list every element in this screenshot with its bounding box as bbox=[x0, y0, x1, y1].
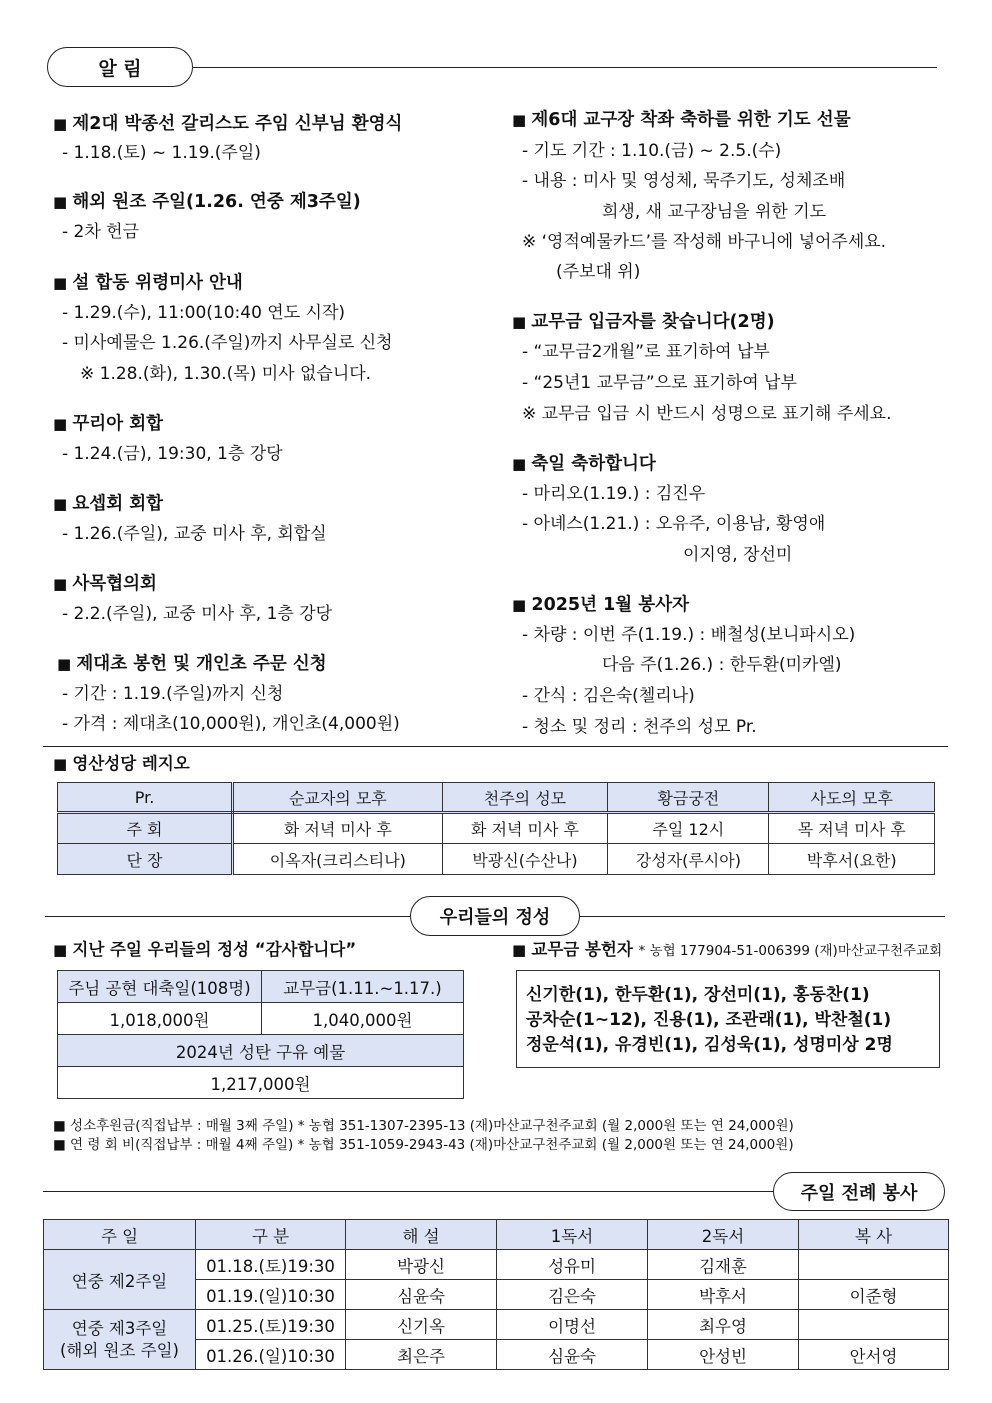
offering-table bbox=[57, 970, 464, 1099]
service-cell: 01.26.(일)10:30 bbox=[196, 1340, 346, 1370]
service-cell: 심윤숙 bbox=[346, 1280, 497, 1310]
notice-line: - 미사예물은 1.26.(주일)까지 사무실로 신청 bbox=[62, 333, 393, 353]
offering-value: 1,217,000원 bbox=[58, 1067, 464, 1099]
service-week-name: 연중 제3주일 bbox=[71, 1318, 168, 1338]
service-cell: 최우영 bbox=[648, 1310, 799, 1340]
notice-heading: ■ 해외 원조 주일(1.26. 연중 제3주일) bbox=[53, 190, 361, 214]
service-cell: 심윤숙 bbox=[497, 1340, 648, 1370]
legio-header: 천주의 성모 bbox=[442, 783, 607, 813]
divider bbox=[193, 67, 937, 68]
legio-cell: 화 저녁 미사 후 bbox=[442, 813, 607, 844]
notice-line: - 1.29.(수), 11:00(10:40 연도 시작) bbox=[62, 303, 346, 323]
divider bbox=[43, 1191, 775, 1192]
service-header: 복 사 bbox=[799, 1220, 949, 1250]
notice-line: ※ 교무금 입금 시 반드시 성명으로 표기해 주세요. bbox=[522, 404, 892, 424]
divider bbox=[43, 746, 948, 747]
notice-heading: ■ 사목협의회 bbox=[53, 572, 157, 596]
notice-heading: ■ 축일 축하합니다 bbox=[512, 452, 656, 476]
notice-line: - “25년1 교무금”으로 표기하여 납부 bbox=[522, 373, 797, 393]
notice-line: - 기도 기간 : 1.10.(금) ~ 2.5.(수) bbox=[522, 141, 782, 161]
service-cell bbox=[799, 1250, 949, 1280]
donor-line: 정운석(1), 유경빈(1), 김성욱(1), 성명미상 2명 bbox=[526, 1035, 893, 1055]
notice-line: ※ 1.28.(화), 1.30.(목) 미사 없습니다. bbox=[80, 364, 372, 384]
service-cell: 박후서 bbox=[648, 1280, 799, 1310]
legio-cell: 목 저녁 미사 후 bbox=[769, 813, 935, 844]
legio-heading: ■ 영산성당 레지오 bbox=[53, 752, 190, 776]
legio-header: Pr. bbox=[58, 783, 233, 813]
notice-heading: ■ 교무금 입금자를 찾습니다(2명) bbox=[512, 310, 775, 334]
notice-line: - 간식 : 김은숙(첼리나) bbox=[522, 686, 695, 706]
notice-line: (주보대 위) bbox=[556, 262, 641, 282]
service-cell: 김은숙 bbox=[497, 1280, 648, 1310]
offering-value: 1,018,000원 bbox=[58, 1003, 262, 1035]
footnote: ■ 성소후원금(직접납부 : 매월 3째 주일) * 농협 351-1307-2395-13 (재)마산교구천주교회 (월 2,000원 또는 연 24,000원) bbox=[53, 1118, 794, 1134]
notice-line: 희생, 새 교구장님을 위한 기도 bbox=[602, 202, 827, 222]
offering-header: 2024년 성탄 구유 예물 bbox=[58, 1035, 464, 1067]
offering-value: 1,040,000원 bbox=[262, 1003, 464, 1035]
offering-header: 주님 공현 대축일(108명) bbox=[58, 971, 262, 1003]
service-cell: 성유미 bbox=[497, 1250, 648, 1280]
service-cell bbox=[799, 1310, 949, 1340]
service-cell: 01.19.(일)10:30 bbox=[196, 1280, 346, 1310]
notice-heading: ■ 제대초 봉헌 및 개인초 주문 신청 bbox=[57, 652, 327, 676]
service-cell: 이명선 bbox=[497, 1310, 648, 1340]
service-week-subtitle: (해외 원조 주일) bbox=[60, 1340, 179, 1360]
donor-account: * 농협 177904-51-006399 (재)마산교구천주교회 bbox=[638, 943, 943, 959]
donor-heading-label: 교무금 봉헌자 bbox=[531, 940, 633, 959]
service-cell: 01.18.(토)19:30 bbox=[196, 1250, 346, 1280]
notice-heading: ■ 제2대 박종선 갈리스도 주임 신부님 환영식 bbox=[53, 112, 402, 136]
legio-cell: 강성자(루시아) bbox=[608, 844, 769, 875]
legio-table bbox=[57, 782, 935, 875]
donor-heading bbox=[512, 938, 942, 963]
notice-line: - 1.24.(금), 19:30, 1층 강당 bbox=[62, 444, 283, 464]
notice-heading: ■ 꾸리아 회합 bbox=[53, 412, 163, 436]
notice-line: - 내용 : 미사 및 영성체, 묵주기도, 성체조배 bbox=[522, 171, 846, 191]
notice-line: - 마리오(1.19.) : 김진우 bbox=[522, 484, 706, 504]
donor-line: 신기한(1), 한두환(1), 장선미(1), 홍동찬(1) bbox=[526, 985, 870, 1005]
service-header: 2독서 bbox=[648, 1220, 799, 1250]
service-table bbox=[43, 1219, 949, 1370]
notice-line: - 청소 및 정리 : 천주의 성모 Pr. bbox=[522, 717, 757, 737]
legio-cell: 화 저녁 미사 후 bbox=[233, 813, 443, 844]
offering-header: 교무금(1.11.~1.17.) bbox=[262, 971, 464, 1003]
legio-row-label: 단 장 bbox=[58, 844, 233, 875]
notice-line: - 기간 : 1.19.(주일)까지 신청 bbox=[62, 684, 284, 704]
service-week: 연중 제2주일 bbox=[44, 1250, 196, 1310]
legio-header: 사도의 모후 bbox=[769, 783, 935, 813]
notice-line: 이지영, 장선미 bbox=[683, 545, 793, 565]
service-cell: 최은주 bbox=[346, 1340, 497, 1370]
legio-row-label: 주 회 bbox=[58, 813, 233, 844]
notice-title: 알 림 bbox=[47, 47, 193, 87]
notice-line: - 아녜스(1.21.) : 오유주, 이용남, 황영애 bbox=[522, 514, 826, 534]
notice-line: ※ ‘영적예물카드’를 작성해 바구니에 넣어주세요. bbox=[522, 232, 887, 252]
service-header: 구 분 bbox=[196, 1220, 346, 1250]
service-header: 1독서 bbox=[497, 1220, 648, 1250]
legio-cell: 박후서(요한) bbox=[769, 844, 935, 875]
service-cell: 박광신 bbox=[346, 1250, 497, 1280]
notice-line: - “교무금2개월”로 표기하여 납부 bbox=[522, 342, 770, 362]
donor-box bbox=[516, 970, 940, 1068]
service-header: 주 일 bbox=[44, 1220, 196, 1250]
service-header: 해 설 bbox=[346, 1220, 497, 1250]
notice-heading: ■ 제6대 교구장 착좌 축하를 위한 기도 선물 bbox=[512, 108, 851, 132]
legio-header: 순교자의 모후 bbox=[233, 783, 443, 813]
offering-title: 우리들의 정성 bbox=[410, 896, 580, 936]
service-cell: 김재훈 bbox=[648, 1250, 799, 1280]
legio-cell: 주일 12시 bbox=[608, 813, 769, 844]
notice-line: - 가격 : 제대초(10,000원), 개인초(4,000원) bbox=[62, 714, 400, 734]
offering-heading: ■ 지난 주일 우리들의 정성 “감사합니다” bbox=[53, 938, 356, 962]
service-cell: 신기옥 bbox=[346, 1310, 497, 1340]
notice-heading: ■ 설 합동 위령미사 안내 bbox=[53, 271, 243, 295]
service-title: 주일 전례 봉사 bbox=[773, 1172, 945, 1211]
legio-cell: 이옥자(크리스티나) bbox=[233, 844, 443, 875]
footnote: ■ 연 령 회 비(직접납부 : 매월 4째 주일) * 농협 351-1059-2943-43 (재)마산교구천주교회 (월 2,000원 또는 연 24,000원) bbox=[53, 1137, 794, 1153]
notice-heading: ■ 요셉회 회합 bbox=[53, 492, 163, 516]
notice-line: - 차량 : 이번 주(1.19.) : 배철성(보니파시오) bbox=[522, 625, 856, 645]
notice-line: 다음 주(1.26.) : 한두환(미카엘) bbox=[602, 655, 842, 675]
legio-cell: 박광신(수산나) bbox=[442, 844, 607, 875]
notice-line: - 1.18.(토) ~ 1.19.(주일) bbox=[62, 143, 261, 163]
notice-line: - 2차 헌금 bbox=[62, 222, 140, 242]
notice-heading: ■ 2025년 1월 봉사자 bbox=[512, 593, 689, 617]
legio-header: 황금궁전 bbox=[608, 783, 769, 813]
service-cell: 안서영 bbox=[799, 1340, 949, 1370]
service-cell: 안성빈 bbox=[648, 1340, 799, 1370]
notice-line: - 2.2.(주일), 교중 미사 후, 1층 강당 bbox=[62, 604, 333, 624]
donor-line: 공차순(1~12), 진용(1), 조관래(1), 박찬철(1) bbox=[526, 1010, 892, 1030]
service-week bbox=[44, 1310, 196, 1370]
service-cell: 01.25.(토)19:30 bbox=[196, 1310, 346, 1340]
notice-line: - 1.26.(주일), 교중 미사 후, 회합실 bbox=[62, 524, 327, 544]
service-cell: 이준형 bbox=[799, 1280, 949, 1310]
